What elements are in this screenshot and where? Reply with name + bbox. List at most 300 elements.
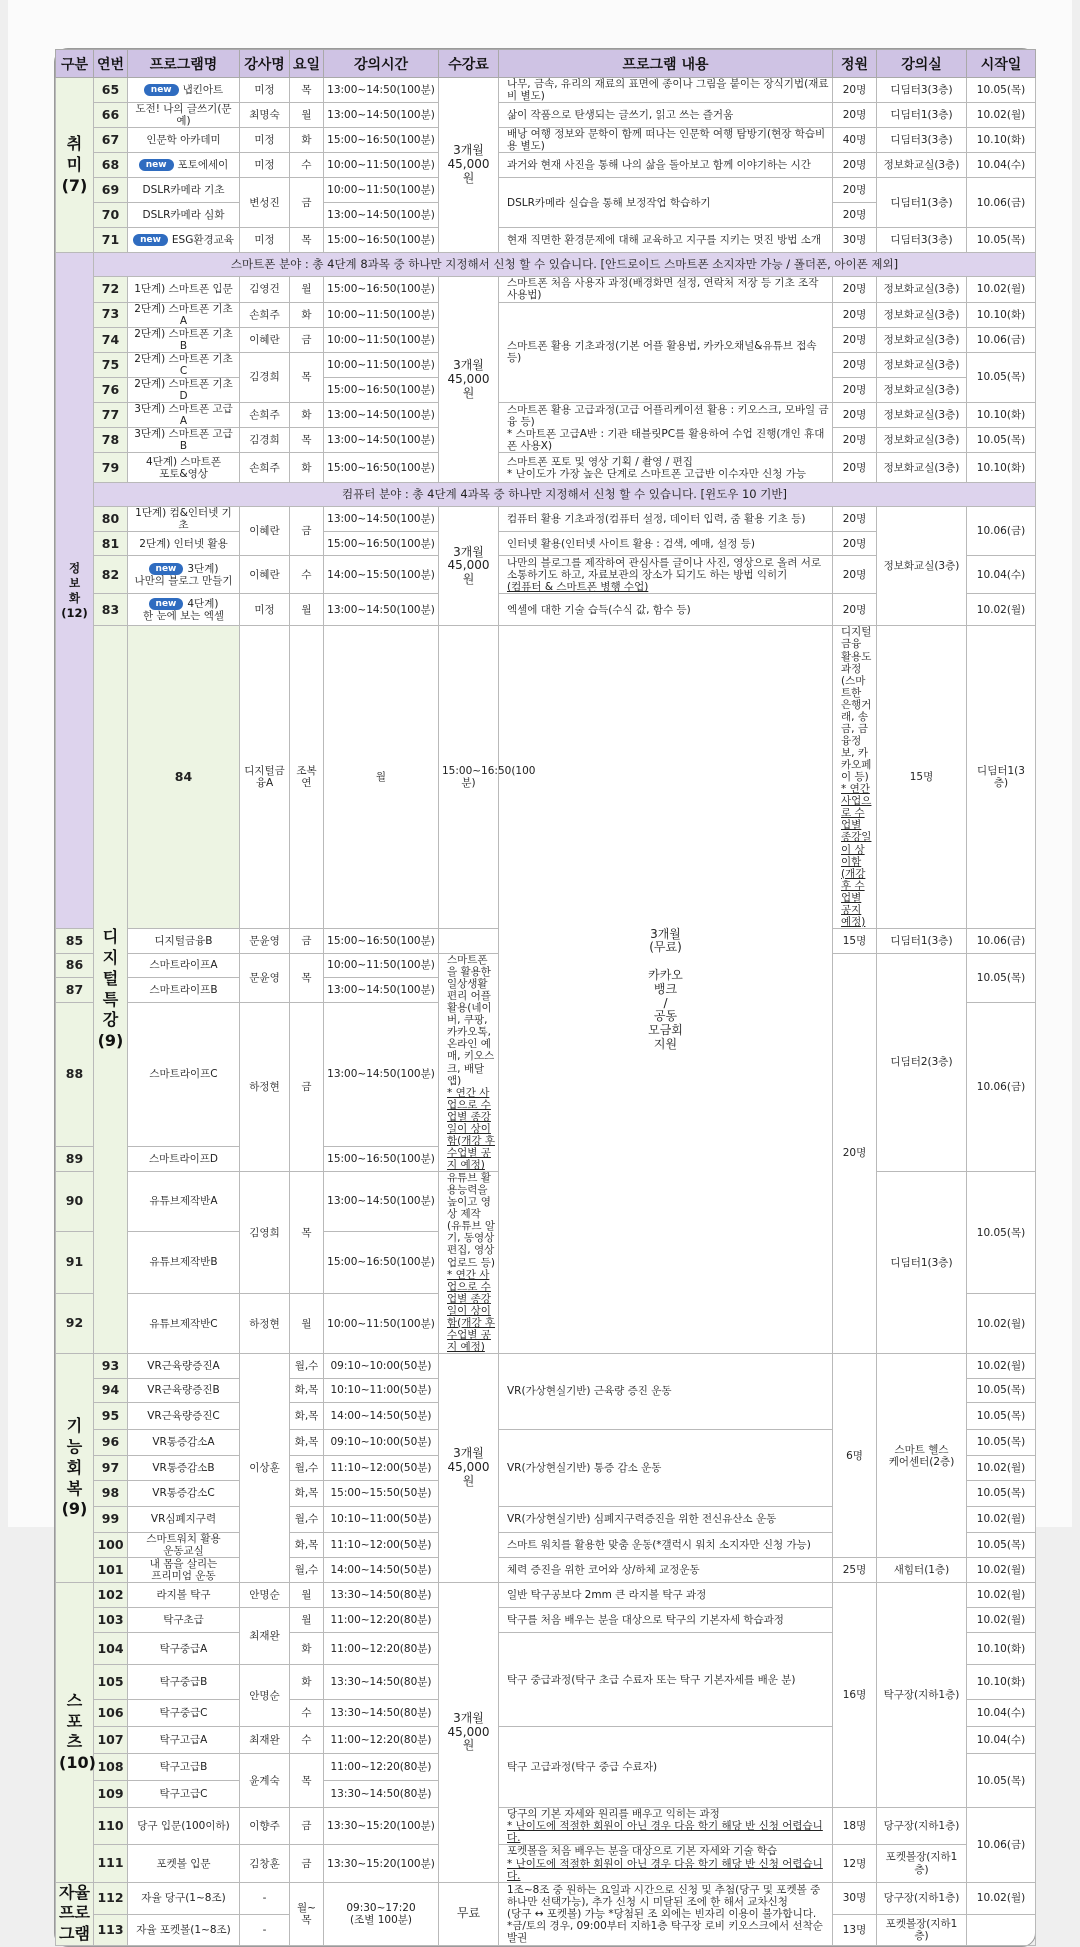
program-name: 2단계) 스마트폰 기초B — [128, 327, 240, 352]
program-name: 1단계) 컴&인터넷 기초 — [128, 507, 240, 532]
start-date: 10.04(수) — [967, 1700, 1036, 1727]
class-time: 13:00~14:50(100분) — [324, 507, 439, 532]
start-date: 10.05(목) — [967, 428, 1036, 453]
day: 화,목 — [290, 1533, 324, 1558]
teacher: 이혜란 — [240, 507, 290, 556]
program-content — [499, 1808, 833, 1845]
program-name: 당구 입문(100이하) — [128, 1808, 240, 1845]
capacity: 20명 — [833, 377, 877, 402]
day: 화 — [290, 453, 324, 483]
class-time: 15:00~16:50(100분) — [439, 626, 499, 929]
class-time: 10:10~11:00(50분) — [324, 1379, 439, 1403]
classroom: 정보화교실(3층) — [877, 327, 967, 352]
capacity: 20명 — [833, 178, 877, 203]
program-content — [499, 277, 833, 302]
start-date: 10.10(화) — [967, 128, 1036, 153]
teacher: 최재완 — [240, 1608, 290, 1665]
capacity: 20명 — [833, 403, 877, 428]
day: 화 — [290, 302, 324, 327]
day: 목 — [290, 1754, 324, 1808]
class-time: 13:00~14:50(100분) — [324, 428, 439, 453]
header-start: 시작일 — [967, 50, 1036, 78]
capacity: 20명 — [833, 103, 877, 128]
capacity: 20명 — [833, 203, 877, 228]
row-number: 109 — [94, 1781, 128, 1808]
notice-row — [56, 483, 1036, 507]
classroom: 디딤터1(3층) — [967, 626, 1036, 929]
header-capacity: 정원 — [833, 50, 877, 78]
start-date: 10.05(목) — [967, 1430, 1036, 1456]
row-number: 88 — [56, 1002, 94, 1146]
start-date: 10.06(금) — [967, 1002, 1036, 1171]
program-name: 탁구고급C — [128, 1781, 240, 1808]
start-date: 10.05(목) — [967, 228, 1036, 253]
table-header-row — [56, 50, 1036, 78]
header-category: 구분 — [56, 50, 94, 78]
row-number: 105 — [94, 1665, 128, 1700]
row-number: 75 — [94, 352, 128, 377]
program-note: * 연간 사업으로 수업별 종강일이 상이함(개강 후 수업별 공지 예정) — [447, 1268, 496, 1353]
program-content — [499, 453, 833, 483]
notice-row — [56, 253, 1036, 277]
classroom: 디딤터3(3층) — [877, 78, 967, 103]
program-name: 탁구중급C — [128, 1700, 240, 1727]
teacher: - — [240, 1882, 290, 1914]
teacher: - — [240, 1914, 290, 1945]
table-row — [56, 153, 1036, 178]
program-name: 스마트라이프B — [128, 977, 240, 1002]
program-content-text: 스마트폰 포토 및 영상 기획 / 촬영 / 편집 * 난이도가 가장 높은 단계로 스마트폰 고급반 이수자만 신청 가능 — [507, 455, 807, 480]
row-number: 77 — [94, 403, 128, 428]
program-name — [128, 153, 240, 178]
header-content: 프로그램 내용 — [499, 50, 833, 78]
program-content-text: 삶이 작품으로 탄생되는 글쓰기, 읽고 쓰는 즐거움 — [507, 109, 734, 122]
class-time: 15:00~16:50(100분) — [324, 228, 439, 253]
teacher: 윤계숙 — [240, 1754, 290, 1808]
table-row — [56, 228, 1036, 253]
class-time: 13:30~15:20(100분) — [324, 1845, 439, 1882]
program-content-text: 유튜브 활용능력을 높이고 영상 제작 (유튜브 알기, 동영상 편집, 영상 업로드 등) — [447, 1172, 496, 1269]
row-number: 81 — [94, 532, 128, 556]
program-content-text: VR(가상현실기반) 통증 감소 운동 — [507, 1461, 662, 1474]
classroom: 디딤터1(3층) — [877, 1172, 967, 1354]
class-time: 15:00~16:50(100분) — [324, 532, 439, 556]
program-name: 디지털금융A — [240, 626, 290, 929]
teacher: 최재완 — [240, 1727, 290, 1754]
class-time: 13:30~14:50(80분) — [324, 1700, 439, 1727]
start-date: 10.05(목) — [967, 1481, 1036, 1507]
class-time: 13:00~14:50(100분) — [324, 1172, 439, 1232]
day: 수 — [290, 556, 324, 594]
day: 목 — [290, 953, 324, 1002]
start-date: 10.02(월) — [967, 1558, 1036, 1583]
row-number: 110 — [94, 1808, 128, 1845]
class-time: 11:00~12:20(80분) — [324, 1754, 439, 1781]
program-schedule-table — [55, 49, 1036, 1946]
program-content-text: 탁구 고급과정(탁구 중급 수료자) — [507, 1761, 658, 1774]
teacher: 이상훈 — [240, 1354, 290, 1583]
start-date: 10.06(금) — [967, 928, 1036, 953]
program-schedule-table-frame — [54, 48, 1036, 1947]
row-number: 68 — [94, 153, 128, 178]
class-time: 10:00~11:50(100분) — [324, 352, 439, 377]
start-date: 10.05(목) — [967, 953, 1036, 1002]
capacity: 20명 — [833, 532, 877, 556]
class-time: 13:00~14:50(100분) — [324, 1002, 439, 1146]
program-content-text: 일반 탁구공보다 2mm 큰 라지볼 탁구 과정 — [507, 1589, 707, 1602]
program-name: VR통증감소B — [128, 1456, 240, 1481]
program-content — [499, 78, 833, 103]
start-date: 10.04(수) — [967, 1727, 1036, 1754]
classroom: 포켓볼장(지하1층) — [877, 1914, 967, 1945]
start-date: 10.05(목) — [967, 78, 1036, 103]
classroom: 정보화교실(3층) — [877, 507, 967, 626]
teacher: 미정 — [240, 128, 290, 153]
program-content — [439, 928, 499, 953]
tuition-fee: 3개월 45,000원 — [439, 277, 499, 483]
new-badge: new — [139, 159, 174, 171]
teacher: 이향주 — [240, 1808, 290, 1845]
row-number: 93 — [94, 1354, 128, 1379]
row-number: 96 — [94, 1430, 128, 1456]
classroom: 디딤터3(3층) — [877, 228, 967, 253]
program-name: 3단계) 스마트폰 고급A — [128, 403, 240, 428]
row-number: 74 — [94, 327, 128, 352]
row-number: 108 — [94, 1754, 128, 1781]
program-content — [499, 128, 833, 153]
class-time: 09:30~17:20 (조별 100분) — [324, 1882, 439, 1945]
program-name — [128, 228, 240, 253]
teacher: 김영희 — [240, 1172, 290, 1294]
capacity: 30명 — [833, 228, 877, 253]
classroom: 디딤터1(3층) — [877, 103, 967, 128]
start-date: 10.02(월) — [967, 1583, 1036, 1608]
program-content-text: 배낭 여행 정보와 문학이 함께 떠나는 인문학 여행 탐방기(현장 학습비용 별도) — [507, 128, 826, 153]
header-teacher: 강사명 — [240, 50, 290, 78]
row-number: 83 — [94, 594, 128, 626]
program-name: 탁구고급A — [128, 1727, 240, 1754]
classroom: 당구장(지하1층) — [877, 1882, 967, 1914]
class-time: 15:00~15:50(50분) — [324, 1481, 439, 1507]
program-name: 내 몸을 살리는 프리미엄 운동 — [128, 1558, 240, 1583]
teacher: 김경희 — [240, 428, 290, 453]
program-name-text: 4단계) 한 눈에 보는 엑셀 — [142, 597, 224, 622]
program-content-text: 현재 직면한 환경문제에 대해 교육하고 지구를 지키는 멋진 방법 소개 — [507, 234, 822, 247]
row-number: 87 — [56, 977, 94, 1002]
capacity: 20명 — [833, 556, 877, 594]
program-content-text: 엑셀에 대한 기술 습득(수식 값, 함수 등) — [507, 603, 691, 616]
start-date: 10.02(월) — [967, 1507, 1036, 1533]
day: 목 — [290, 228, 324, 253]
row-number: 111 — [94, 1845, 128, 1882]
teacher: 손희주 — [240, 403, 290, 428]
start-date: 10.04(수) — [967, 556, 1036, 594]
class-time: 13:30~14:50(80분) — [324, 1781, 439, 1808]
row-number: 65 — [94, 78, 128, 103]
teacher: 문윤영 — [240, 928, 290, 953]
teacher: 김창훈 — [240, 1845, 290, 1882]
class-time: 13:00~14:50(100분) — [324, 78, 439, 103]
start-date: 10.10(화) — [967, 403, 1036, 428]
classroom: 당구장(지하1층) — [877, 1808, 967, 1845]
classroom: 디딤터1(3층) — [877, 928, 967, 953]
capacity: 20명 — [833, 327, 877, 352]
program-content — [439, 1172, 499, 1354]
category-cell: 자율 프로 그램 — [56, 1882, 94, 1945]
capacity: 18명 — [833, 1808, 877, 1845]
start-date: 10.10(화) — [967, 302, 1036, 327]
class-time: 14:00~15:50(100분) — [324, 556, 439, 594]
start-date: 10.06(금) — [967, 507, 1036, 556]
capacity: 6명 — [833, 1354, 877, 1558]
start-date: 10.02(월) — [967, 1882, 1036, 1914]
program-name: 스마트라이프A — [128, 953, 240, 977]
day: 금 — [290, 928, 324, 953]
start-date: 10.05(목) — [967, 1172, 1036, 1294]
row-number: 97 — [94, 1456, 128, 1481]
capacity: 20명 — [833, 428, 877, 453]
row-number: 78 — [94, 428, 128, 453]
program-name: 도전! 나의 글쓰기(문예) — [128, 103, 240, 128]
class-time: 15:00~16:50(100분) — [324, 1231, 439, 1293]
start-date: 10.05(목) — [967, 1379, 1036, 1403]
row-number: 92 — [56, 1294, 94, 1354]
program-content — [499, 1882, 833, 1945]
teacher: 안명순 — [240, 1583, 290, 1608]
capacity: 20명 — [833, 352, 877, 377]
capacity: 20명 — [833, 953, 877, 1353]
program-name-text: 포토에세이 — [177, 159, 229, 172]
program-name: VR통증감소C — [128, 1481, 240, 1507]
program-name: 2단계) 스마트폰 기초A — [128, 302, 240, 327]
day: 화,목 — [290, 1430, 324, 1456]
row-number: 113 — [94, 1914, 128, 1945]
class-time: 13:00~14:50(100분) — [324, 594, 439, 626]
program-content-text: 스마트폰 활용 고급과정(고급 어플리케이션 활용 : 키오스크, 모바일 금융 등) * 스마트폰 고급A반 : 기관 태블릿PC를 활용하여 수업 진행(개인 휴대폰 사용X) — [507, 403, 829, 452]
row-number: 67 — [94, 128, 128, 153]
row-number: 66 — [94, 103, 128, 128]
program-content-text: 스마트 워치를 활용한 맞춤 운동(*갤럭시 워치 소지자만 신청 가능) — [507, 1539, 811, 1552]
start-date: 10.05(목) — [967, 1533, 1036, 1558]
program-content-text: 포켓볼을 처음 배우는 분을 대상으로 기본 자세와 기술 학습 — [507, 1845, 778, 1858]
start-date: 10.10(화) — [967, 1665, 1036, 1700]
category-cell: 디 지 털 특 강 (9) — [94, 626, 128, 1354]
program-name: VR통증감소A — [128, 1430, 240, 1456]
day: 월~목 — [290, 1882, 324, 1945]
class-time: 11:00~12:20(80분) — [324, 1727, 439, 1754]
teacher: 미정 — [240, 153, 290, 178]
day: 금 — [290, 507, 324, 556]
program-name: 유튜브제작반A — [128, 1172, 240, 1232]
program-content-text: 탁구 중급과정(탁구 초급 수료자 또는 탁구 기본자세를 배운 분) — [507, 1673, 796, 1686]
day: 목 — [290, 1172, 324, 1294]
teacher: 하정현 — [240, 1002, 290, 1171]
row-number: 72 — [94, 277, 128, 302]
program-name-text: 냅킨아트 — [182, 84, 224, 97]
row-number: 91 — [56, 1231, 94, 1293]
classroom: 탁구장(지하1층) — [877, 1583, 967, 1808]
day: 화 — [290, 1665, 324, 1700]
program-content — [499, 556, 833, 594]
capacity: 20명 — [833, 78, 877, 103]
category-cell: 정 보 화 (12) — [56, 253, 94, 929]
program-content-text: 스마트폰 처음 사용자 과정(배경화면 설정, 연락처 저장 등 기초 조작 사용법) — [507, 277, 819, 302]
row-number: 102 — [94, 1583, 128, 1608]
program-note: * 연간 사업으로 수업별 종강일이 상이함(개강 후 수업별 공지 예정) — [447, 1086, 496, 1171]
row-number: 76 — [94, 377, 128, 402]
program-content-sub: (컴퓨터 & 스마트폰 병행 수업) — [507, 580, 649, 593]
teacher: 미정 — [240, 228, 290, 253]
program-name: 2단계) 인터넷 활용 — [128, 532, 240, 556]
program-content-text: 1조~8조 중 원하는 요일과 시간으로 신청 및 추첨(당구 및 포켓볼 중 하나만 선택가능), 추가 신청 시 미달된 조에 한 해서 교차신청 (당구 ↔ 포켓볼) 가능 *당첨된 조 외에는 빈자리 이용이 불가합니다. *금/토의 경우, 09:00부터 지하1층 탁구장 로비 키오스크에서 선착순 발권 — [507, 1883, 823, 1944]
row-number: 70 — [94, 203, 128, 228]
start-date: 10.06(금) — [967, 178, 1036, 228]
teacher: 안명순 — [240, 1665, 290, 1727]
capacity: 20명 — [833, 594, 877, 626]
classroom: 정보화교실(3층) — [877, 428, 967, 453]
row-number: 106 — [94, 1700, 128, 1727]
program-name: VR근육량증진A — [128, 1354, 240, 1379]
teacher: 최명숙 — [240, 103, 290, 128]
day: 금 — [290, 1845, 324, 1882]
start-date: 10.02(월) — [967, 1294, 1036, 1354]
program-name: 4단계) 스마트폰 포토&영상 — [128, 453, 240, 483]
day: 목 — [290, 352, 324, 402]
row-number: 84 — [128, 626, 240, 929]
notice-text: 스마트폰 분야 : 총 4단계 8과목 중 하나만 지정해서 신청 할 수 있습니다. [안드로이드 스마트폰 소지자만 가능 / 폴더폰, 아이폰 제외] — [94, 253, 1036, 277]
program-name: 유튜브제작반C — [128, 1294, 240, 1354]
start-date: 10.02(월) — [967, 1456, 1036, 1481]
program-content-text: 인터넷 활용(인터넷 사이트 활용 : 검색, 예매, 설정 등) — [507, 537, 755, 550]
class-time: 13:30~14:50(80분) — [324, 1665, 439, 1700]
classroom: 정보화교실(3층) — [877, 377, 967, 402]
class-time: 15:00~16:50(100분) — [324, 277, 439, 302]
row-number: 89 — [56, 1147, 94, 1172]
program-note: * 난이도에 적절한 회원이 아닌 경우 다음 학기 해당 반 신청 어렵습니다. — [507, 1820, 823, 1845]
program-content-text: 체력 증진을 위한 코어와 상/하체 교정운동 — [507, 1564, 700, 1577]
program-name: 인문학 아카데미 — [128, 128, 240, 153]
table-row — [56, 1808, 1036, 1845]
program-name: 탁구초급 — [128, 1608, 240, 1633]
capacity: 30명 — [833, 1882, 877, 1914]
classroom: 디딤터1(3층) — [877, 178, 967, 228]
program-content-text: 컴퓨터 활용 기초과정(컴퓨터 설정, 데이터 입력, 줌 활용 기초 등) — [507, 513, 806, 526]
program-content — [499, 103, 833, 128]
program-name: 스마트워치 활용 운동교실 — [128, 1533, 240, 1558]
notice-text: 컴퓨터 분야 : 총 4단계 4과목 중 하나만 지정해서 신청 할 수 있습니다. [윈도우 10 기반] — [94, 483, 1036, 507]
header-day: 요일 — [290, 50, 324, 78]
program-content — [499, 1507, 833, 1533]
new-badge: new — [149, 598, 184, 610]
table-row — [56, 1354, 1036, 1379]
program-content — [439, 953, 499, 1171]
capacity: 20명 — [833, 302, 877, 327]
classroom: 정보화교실(3층) — [877, 302, 967, 327]
class-time: 15:00~16:50(100분) — [324, 377, 439, 402]
class-time: 10:00~11:50(100분) — [324, 953, 439, 977]
start-date: 10.02(월) — [967, 1608, 1036, 1633]
new-badge: new — [133, 234, 168, 246]
classroom: 스마트 헬스 케어센터(2층) — [877, 1354, 967, 1558]
class-time: 15:00~16:50(100분) — [324, 928, 439, 953]
program-content — [833, 626, 877, 929]
program-name: 자율 당구(1~8조) — [128, 1882, 240, 1914]
header-name: 프로그램명 — [128, 50, 240, 78]
table-row — [56, 1558, 1036, 1583]
day: 월,수 — [290, 1354, 324, 1379]
capacity: 20명 — [833, 507, 877, 532]
class-time: 10:00~11:50(100분) — [324, 1294, 439, 1354]
class-time: 09:10~10:00(50분) — [324, 1430, 439, 1456]
start-date: 10.02(월) — [967, 1354, 1036, 1379]
program-name: 스마트라이프D — [128, 1147, 240, 1172]
capacity: 13명 — [833, 1914, 877, 1945]
program-content-text: 과거와 현재 사진을 통해 나의 삶을 돌아보고 함께 이야기하는 시간 — [507, 159, 811, 172]
capacity: 20명 — [833, 153, 877, 178]
program-content — [499, 1354, 833, 1430]
program-name — [128, 594, 240, 626]
classroom: 정보화교실(3층) — [877, 153, 967, 178]
classroom: 정보화교실(3층) — [877, 453, 967, 483]
class-time: 11:00~12:20(80분) — [324, 1608, 439, 1633]
day: 월,수 — [290, 1456, 324, 1481]
tuition-fee: 3개월 45,000원 — [439, 1354, 499, 1583]
program-content-text: 스마트폰을 활용한 일상생활 편리 어플 활용(네이버, 쿠팡, 카카오톡, 온라인 예매, 키오스크, 배달 앱) — [447, 953, 495, 1087]
class-time: 14:00~14:50(50분) — [324, 1558, 439, 1583]
classroom: 정보화교실(3층) — [877, 352, 967, 377]
row-number: 80 — [94, 507, 128, 532]
row-number: 100 — [94, 1533, 128, 1558]
teacher: 미정 — [240, 78, 290, 103]
class-time: 13:00~14:50(100분) — [324, 203, 439, 228]
program-name: 2단계) 스마트폰 기초C — [128, 352, 240, 377]
program-content-text: 나무, 금속, 유리의 재료의 표면에 종이나 그림을 붙이는 장식기법(재료비 별도) — [507, 78, 829, 103]
day: 화,목 — [290, 1403, 324, 1430]
day: 금 — [290, 327, 324, 352]
teacher: 하정현 — [240, 1294, 290, 1354]
day: 월 — [290, 594, 324, 626]
category-cell: 취 미 (7) — [56, 78, 94, 253]
header-time: 강의시간 — [324, 50, 439, 78]
class-time: 11:10~12:00(50분) — [324, 1533, 439, 1558]
program-content-text: 탁구를 처음 배우는 분을 대상으로 탁구의 기본자세 학습과정 — [507, 1614, 784, 1627]
row-number: 82 — [94, 556, 128, 594]
class-time: 13:30~14:50(80분) — [324, 1583, 439, 1608]
start-date — [967, 1914, 1036, 1945]
class-time: 10:00~11:50(100분) — [324, 302, 439, 327]
table-row — [56, 1583, 1036, 1608]
start-date: 10.10(화) — [967, 1633, 1036, 1665]
program-content — [499, 302, 833, 403]
row-number: 85 — [56, 928, 94, 953]
class-time: 10:00~11:50(100분) — [324, 178, 439, 203]
table-row — [56, 128, 1036, 153]
program-content — [499, 507, 833, 532]
tuition-fee: 3개월 45,000원 — [439, 78, 499, 253]
start-date: 10.02(월) — [967, 103, 1036, 128]
capacity: 20명 — [833, 453, 877, 483]
start-date: 10.02(월) — [967, 277, 1036, 302]
class-time: 13:00~14:50(100분) — [324, 403, 439, 428]
program-content-text: VR(가상현실기반) 심폐지구력증진을 위한 전신유산소 운동 — [507, 1513, 777, 1526]
tuition-fee: 무료 — [439, 1882, 499, 1945]
start-date: 10.05(목) — [967, 1754, 1036, 1808]
start-date: 10.05(목) — [967, 1403, 1036, 1430]
class-time: 11:10~12:00(50분) — [324, 1456, 439, 1481]
classroom: 포켓볼장(지하1층) — [877, 1845, 967, 1882]
capacity: 16명 — [833, 1583, 877, 1808]
program-content-text: DSLR카메라 실습을 통해 보정작업 학습하기 — [507, 196, 711, 209]
